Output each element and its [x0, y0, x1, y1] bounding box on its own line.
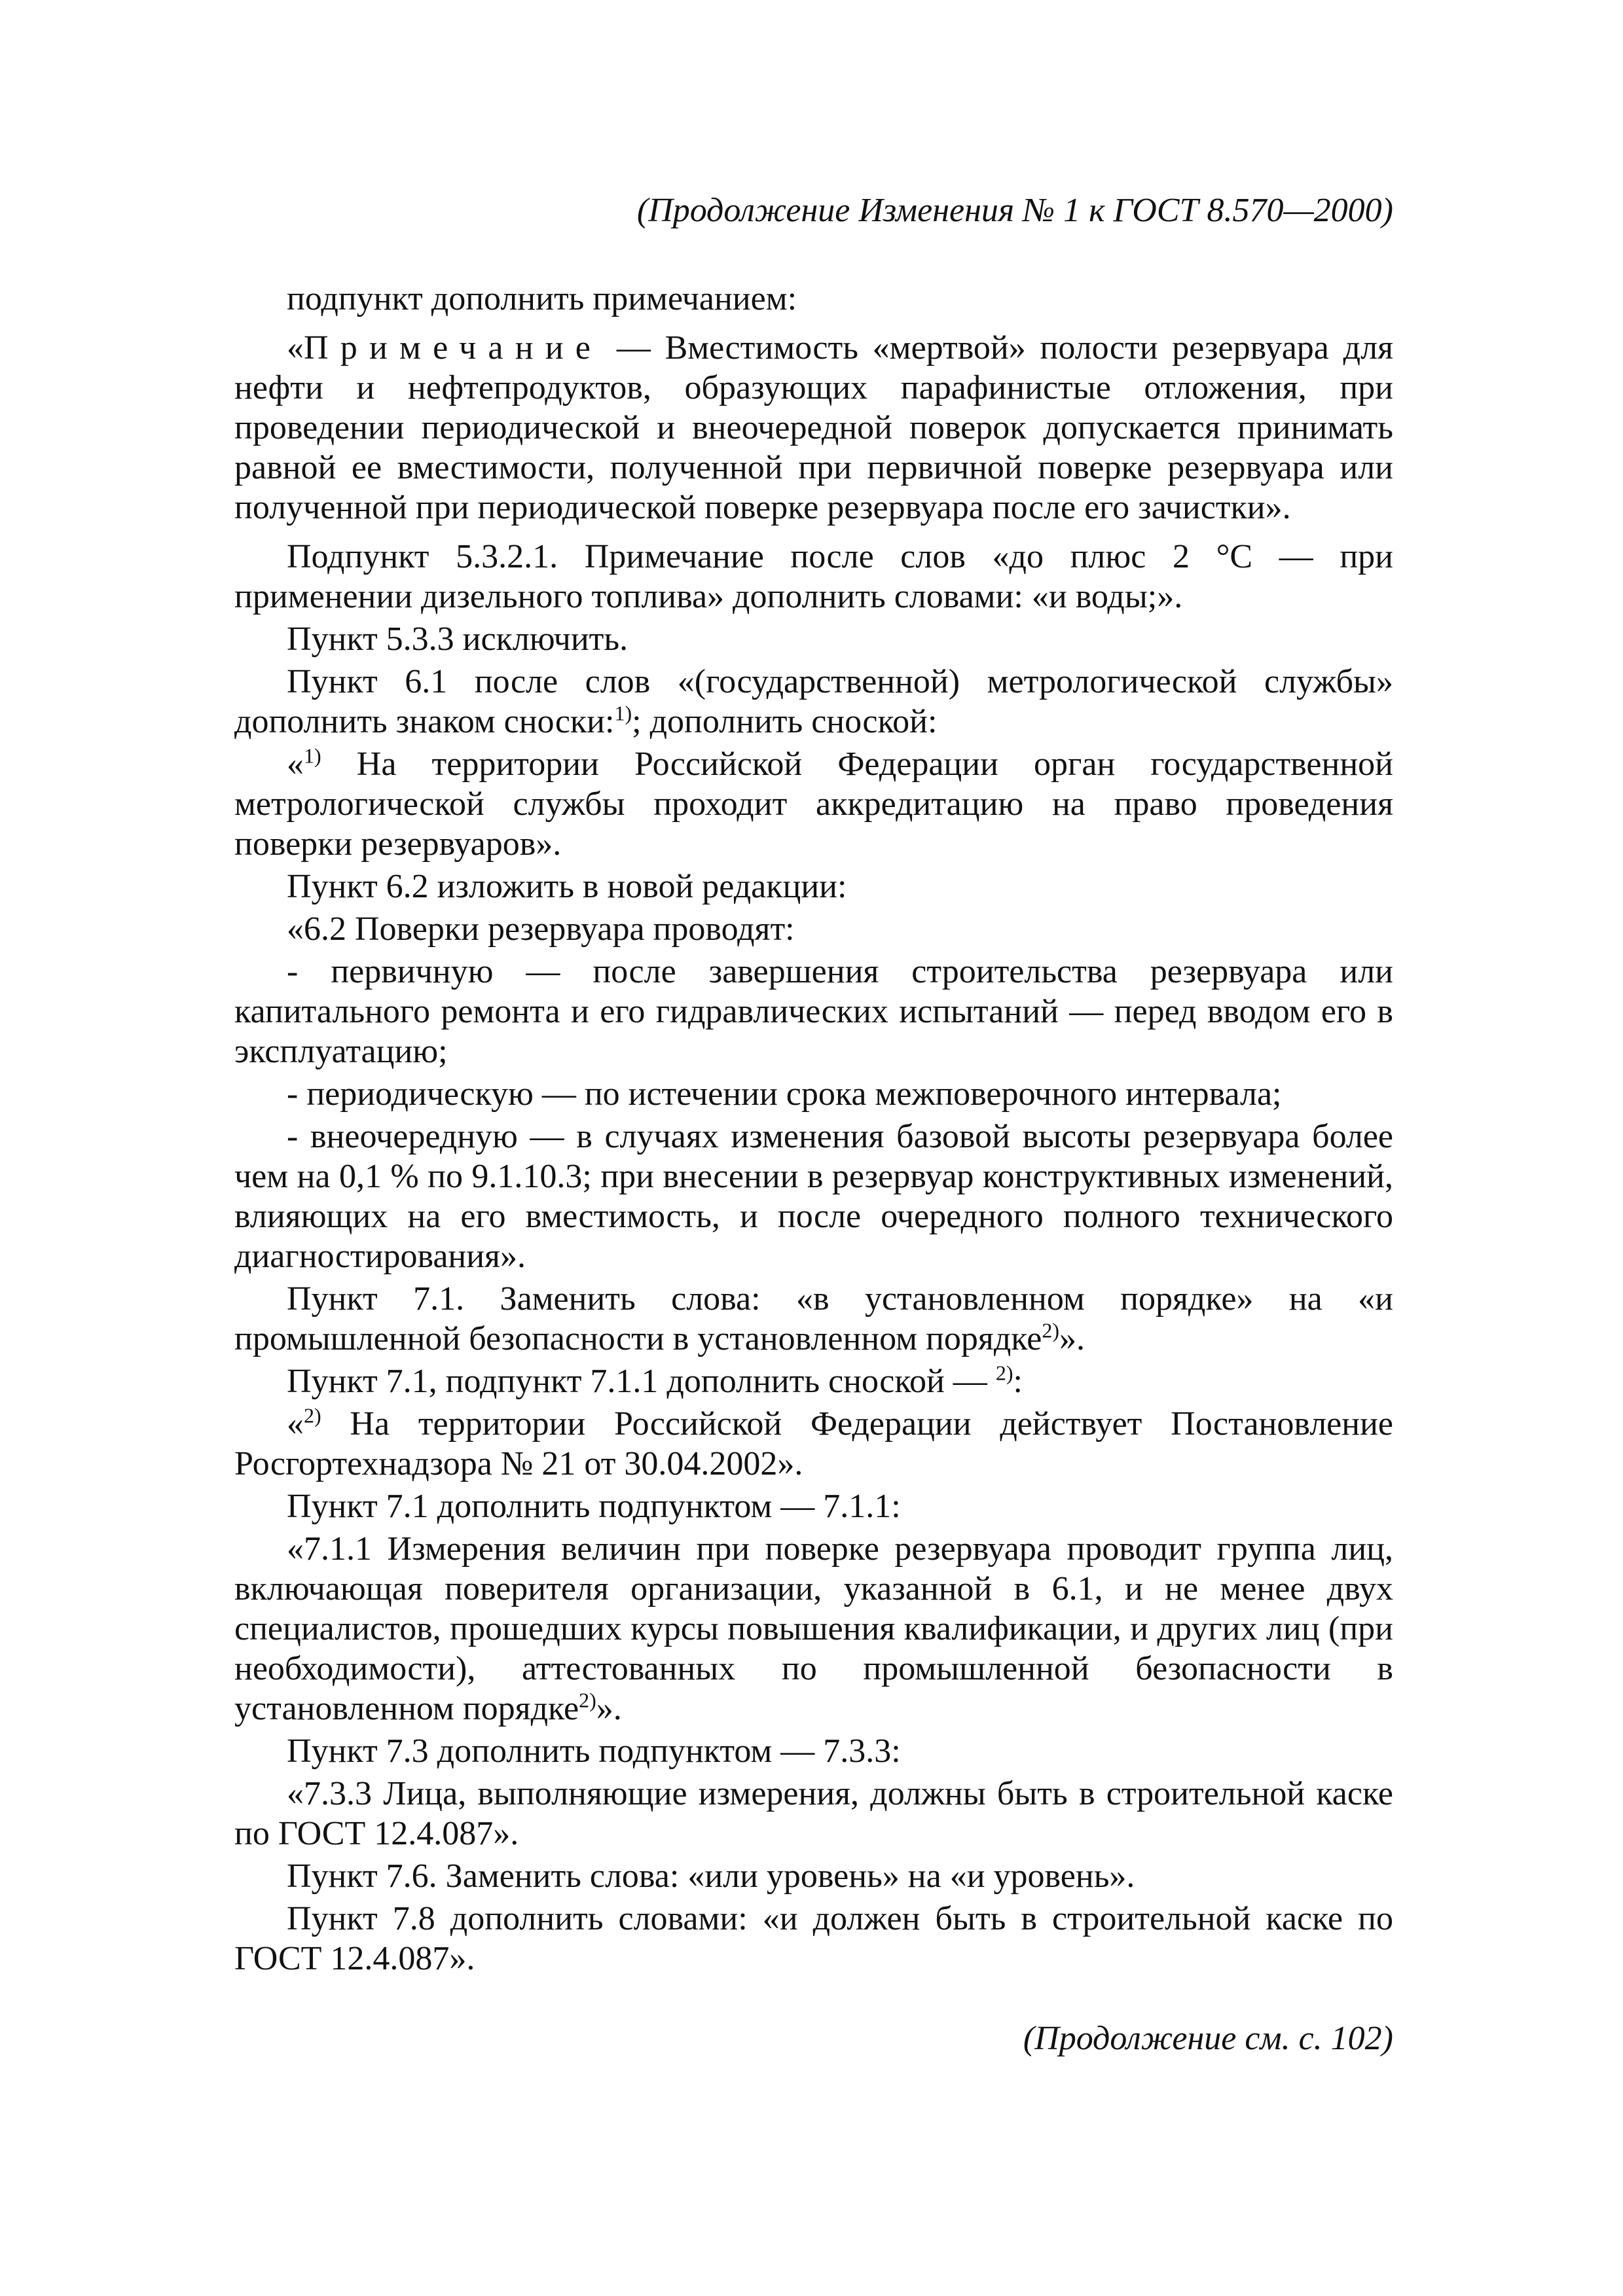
document-body [234, 279, 1393, 1979]
note-text: — Вместимость «мертвой» полости резервуара для нефти и нефтепродуктов, образующих парафинистые отложения, при проведении периодической и внеочередной поверок допускается принимать равной ее вместимости, полученной при первичной поверке резервуара или полученной при периодической поверке резервуара после его зачистки». [234, 329, 1393, 526]
footnote-marker: 1) [614, 701, 632, 725]
document-page [234, 190, 1393, 2060]
note-paragraph [234, 328, 1393, 528]
page-header: (Продолжение Изменения № 1 к ГОСТ 8.570—2000) [636, 192, 1393, 229]
quote-open: « [287, 329, 304, 367]
paragraph-text: Пункт 7.1. Заменить слова: «в установленном порядке» на «и промышленной безопасности в установленном порядке [234, 1280, 1393, 1357]
paragraph [234, 1361, 1393, 1401]
paragraph: подпункт дополнить примечанием: [287, 280, 797, 317]
paragraph: Подпункт 5.3.2.1. Примечание после слов «до плюс 2 °С — при применении дизельного топлива» дополнить словами: «и воды;». [234, 538, 1393, 615]
footnote-paragraph [234, 1404, 1393, 1484]
paragraph-text: ». [596, 1690, 622, 1727]
paragraph: «7.3.3 Лица, выполняющие измерения, должны быть в строительной каске по ГОСТ 12.4.087». [234, 1775, 1393, 1852]
footnote-marker: 2) [1042, 1318, 1059, 1342]
paragraph-text: Пункт 6.1 после слов «(государственной) метрологической службы» дополнить знаком сноски: [234, 663, 1393, 740]
paragraph [234, 1529, 1393, 1729]
paragraph-text: ». [1059, 1320, 1085, 1357]
paragraph: Пункт 5.3.3 исключить. [287, 620, 629, 658]
list-item: - первичную — после завершения строительства резервуара или капитального ремонта и его гидравлических испытаний — перед вводом его в эксплуатацию; [234, 953, 1393, 1070]
footnote-marker: 2) [304, 1403, 321, 1427]
paragraph [234, 1279, 1393, 1359]
footnote-text: На территории Российской Федерации действует Постановление Росгортехнадзора № 21 от 30.04.2002». [234, 1405, 1393, 1482]
note-label: Примечание [304, 329, 603, 367]
footnote-marker: 2) [995, 1361, 1013, 1385]
footnote-marker: 1) [304, 744, 321, 768]
paragraph-text: : [1013, 1363, 1023, 1400]
paragraph: «6.2 Поверки резервуара проводят: [287, 910, 795, 948]
paragraph: Пункт 7.8 дополнить словами: «и должен быть в строительной каске по ГОСТ 12.4.087». [234, 1900, 1393, 1977]
paragraph: Пункт 7.6. Заменить слова: «или уровень» на «и уровень». [287, 1857, 1135, 1895]
paragraph [234, 662, 1393, 742]
paragraph: Пункт 6.2 изложить в новой редакции: [287, 868, 847, 905]
footnote-text: На территории Российской Федерации орган государственной метрологической службы проходит аккредитацию на право проведения поверки резервуаров». [234, 745, 1393, 863]
footnote-marker: 2) [579, 1688, 596, 1712]
list-item: - периодическую — по истечении срока межповерочного интервала; [287, 1075, 1282, 1113]
quote-open: « [287, 745, 304, 783]
paragraph-text: ; дополнить сноской: [632, 703, 938, 740]
page-footer: (Продолжение см. с. 102) [1023, 2020, 1393, 2057]
footnote-paragraph [234, 744, 1393, 864]
paragraph-text: «7.1.1 Измерения величин при поверке резервуара проводит группа лиц, включающая поверителя организации, указанной в 6.1, и не менее двух специалистов, прошедших курсы повышения квалификации, и других лиц (при необходимости), аттестованных по промышленной безопасности в установленном порядке [234, 1530, 1393, 1727]
paragraph-text: Пункт 7.1, подпункт 7.1.1 дополнить сноской — [287, 1363, 996, 1400]
paragraph: Пункт 7.1 дополнить подпунктом — 7.1.1: [287, 1488, 901, 1525]
list-item: - внеочередную — в случаях изменения базовой высоты резервуара более чем на 0,1 % по 9.1.10.3; при внесении в резервуар конструктивных изменений, влияющих на его вместимость, и после очередного полного технического диагностирования». [234, 1118, 1393, 1275]
paragraph: Пункт 7.3 дополнить подпунктом — 7.3.3: [287, 1732, 901, 1770]
quote-open: « [287, 1405, 304, 1443]
